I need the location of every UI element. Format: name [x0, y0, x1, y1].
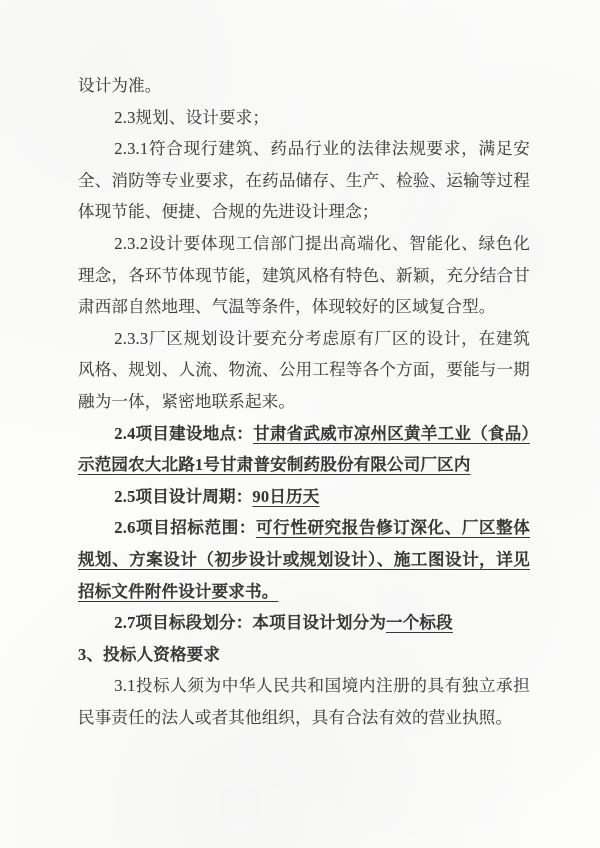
text-segment: 2.4项目建设地点： — [114, 423, 254, 443]
text-segment: 设计为准。 — [78, 76, 162, 95]
document-body — [78, 70, 530, 733]
underlined-text: 可行性研究报告修订深化、厂区整体规划、方案设计（初步设计或规划设计）、施工图设计，详见招标文件附件设计要求书。 — [78, 518, 530, 601]
text-segment: 2.3规划、设计要求； — [114, 107, 270, 127]
text-segment: 3、投标人资格要求 — [78, 644, 221, 664]
section-2-3-heading — [78, 102, 530, 134]
section-2-3-3 — [78, 323, 530, 418]
section-2-5-design-period — [78, 481, 530, 513]
section-3-1 — [78, 670, 530, 733]
section-2-7-bid-sections — [78, 607, 530, 639]
text-segment: 2.3.3厂区规划设计要充分考虑原有厂区的设计，在建筑风格、规划、人流、物流、公用工程等各个方面，要能与一期融为一体，紧密地联系起来。 — [78, 328, 530, 411]
continuation-line — [78, 70, 530, 102]
section-2-3-1 — [78, 133, 530, 228]
section-2-6-bid-scope — [78, 512, 530, 607]
underlined-text: 一个标段 — [386, 613, 453, 633]
section-2-4-location — [78, 418, 530, 481]
text-segment: 3.1投标人须为中华人民共和国境内注册的具有独立承担民事责任的法人或者其他组织，具有合法有效的营业执照。 — [78, 676, 530, 727]
section-3-heading — [78, 639, 530, 671]
text-segment: 2.6项目招标范围： — [114, 518, 257, 538]
text-segment: 2.3.1符合现行建筑、药品行业的法律法规要求，满足安全、消防等专业要求，在药品储存、生产、检验、运输等过程体现节能、便捷、合规的先进设计理念； — [78, 139, 530, 222]
text-segment: 2.7项目标段划分：本项目设计划分为 — [114, 613, 387, 633]
underlined-text: 甘肃省武威市凉州区黄羊工业（食品）示范园农大北路1号甘肃普安制药股份有限公司厂区内 — [78, 423, 530, 475]
section-2-3-2 — [78, 228, 530, 323]
text-segment: 2.3.2设计要体现工信部门提出高端化、智能化、绿色化理念，各环节体现节能，建筑风格有特色、新颖，充分结合甘肃西部自然地理、气温等条件，体现较好的区域复合型。 — [78, 233, 530, 317]
underlined-text: 90日历天 — [252, 486, 320, 506]
text-segment: 2.5项目设计周期： — [114, 486, 253, 506]
